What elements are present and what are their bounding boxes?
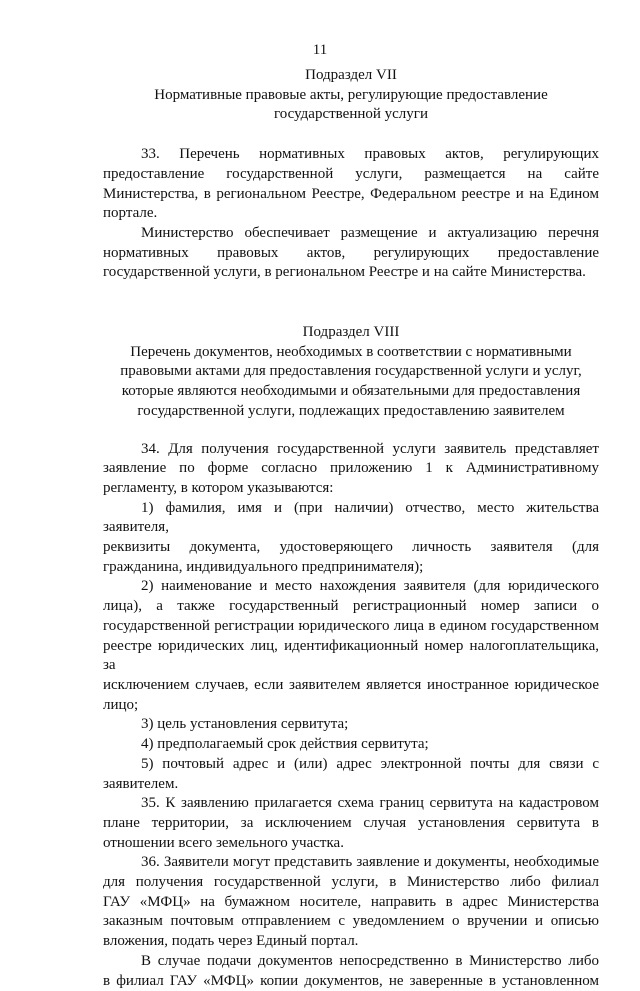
- text-line: предоставление государственной услуги, размещается на сайте: [103, 165, 599, 182]
- paragraph-35: [103, 794, 599, 853]
- list-item-1: [103, 499, 599, 578]
- text-line: заявление по форме согласно приложению 1 к Административному: [103, 460, 599, 477]
- section-8: [103, 323, 599, 991]
- section-7: [103, 66, 599, 283]
- text-line: 2) наименование и место нахождения заявителя (для юридического: [141, 578, 599, 595]
- section-8-subtitle-line: Перечень документов, необходимых в соответствии с нормативными: [130, 343, 572, 360]
- section-8-subtitle-line: которые являются необходимыми и обязательными для предоставления: [121, 383, 581, 400]
- list-item-5: [103, 755, 599, 794]
- text-line: регламенту, в котором указываются:: [103, 479, 334, 496]
- text-line: 33. Перечень нормативных правовых актов, регулирующих: [141, 146, 599, 163]
- text-line: 5) почтовый адрес и (или) адрес электронной почты для связи с: [141, 755, 599, 772]
- text-line: 35. К заявлению прилагается схема границ сервитута на кадастровом: [141, 795, 599, 812]
- paragraph-ministry-list: [103, 224, 599, 283]
- list-item-3: [103, 715, 599, 735]
- text-line: реестре юридических лиц, идентификационный номер налогоплательщика, за: [103, 637, 599, 674]
- text-line: государственной регистрации юридического лица в едином государственном: [103, 617, 599, 634]
- text-line: заявителем.: [103, 775, 179, 792]
- text-line: ГАУ «МФЦ» на бумажном носителе, направить в адрес Министерства: [103, 893, 599, 910]
- text-line: заказным почтовым отправлением с уведомлением о вручении и описью: [103, 913, 599, 930]
- paragraph-direct-submission: [103, 952, 599, 991]
- page-number: 11: [312, 42, 328, 58]
- text-line: Министерства, в региональном Реестре, Федеральном реестре и на Едином: [103, 185, 599, 202]
- text-line: 34. Для получения государственной услуги заявитель представляет: [141, 440, 599, 457]
- section-8-subtitle-line: правовыми актами для предоставления государственной услуги и услуг,: [120, 363, 582, 380]
- text-line: 3) цель установления сервитута;: [141, 716, 349, 733]
- text-line: 4) предполагаемый срок действия сервитута;: [141, 736, 429, 753]
- text-line: реквизиты документа, удостоверяющего личность заявителя (для: [103, 539, 599, 556]
- document-body: [103, 66, 599, 991]
- text-line: портале.: [103, 205, 158, 222]
- text-line: исключением случаев, если заявителем является иностранное юридическое: [103, 676, 599, 693]
- text-line: лица), а также государственный регистрационный номер записи о: [103, 598, 599, 615]
- list-item-4: [103, 735, 599, 755]
- section-7-subtitle-line: государственной услуги: [274, 106, 428, 123]
- text-line: вложения, подать через Единый портал.: [103, 933, 359, 950]
- section-7-subtitle-line: Нормативные правовые акты, регулирующие предоставление: [154, 86, 548, 103]
- text-line: плане территории, за исключением случая установления сервитута в: [103, 814, 599, 831]
- paragraph-33: [103, 145, 599, 224]
- section-7-title: Подраздел VII: [305, 67, 397, 83]
- text-line: нормативных правовых актов, регулирующих предоставление: [103, 244, 599, 261]
- text-line: государственной услуги, в региональном Реестре и на сайте Министерства.: [103, 264, 586, 281]
- text-line: В случае подачи документов непосредственно в Министерство либо: [141, 952, 599, 969]
- text-line: 36. Заявители могут представить заявление и документы, необходимые: [141, 854, 599, 871]
- text-line: Министерство обеспечивает размещение и актуализацию перечня: [141, 224, 599, 241]
- text-line: гражданина, индивидуального предпринимателя);: [103, 558, 424, 575]
- paragraph-34: [103, 440, 599, 499]
- text-line: в филиал ГАУ «МФЦ» копии документов, не заверенные в установленном: [103, 972, 599, 989]
- section-8-title: Подраздел VIII: [302, 324, 400, 341]
- section-8-subtitle-line: государственной услуги, подлежащих предоставлению заявителем: [137, 402, 565, 419]
- text-line: лицо;: [103, 696, 139, 713]
- text-line: отношении всего земельного участка.: [103, 834, 344, 851]
- list-item-2: [103, 577, 599, 715]
- paragraph-36: [103, 853, 599, 952]
- text-line: для получения государственной услуги, в Министерство либо филиал: [103, 874, 599, 891]
- text-line: 1) фамилия, имя и (при наличии) отчество, место жительства заявителя,: [103, 499, 599, 536]
